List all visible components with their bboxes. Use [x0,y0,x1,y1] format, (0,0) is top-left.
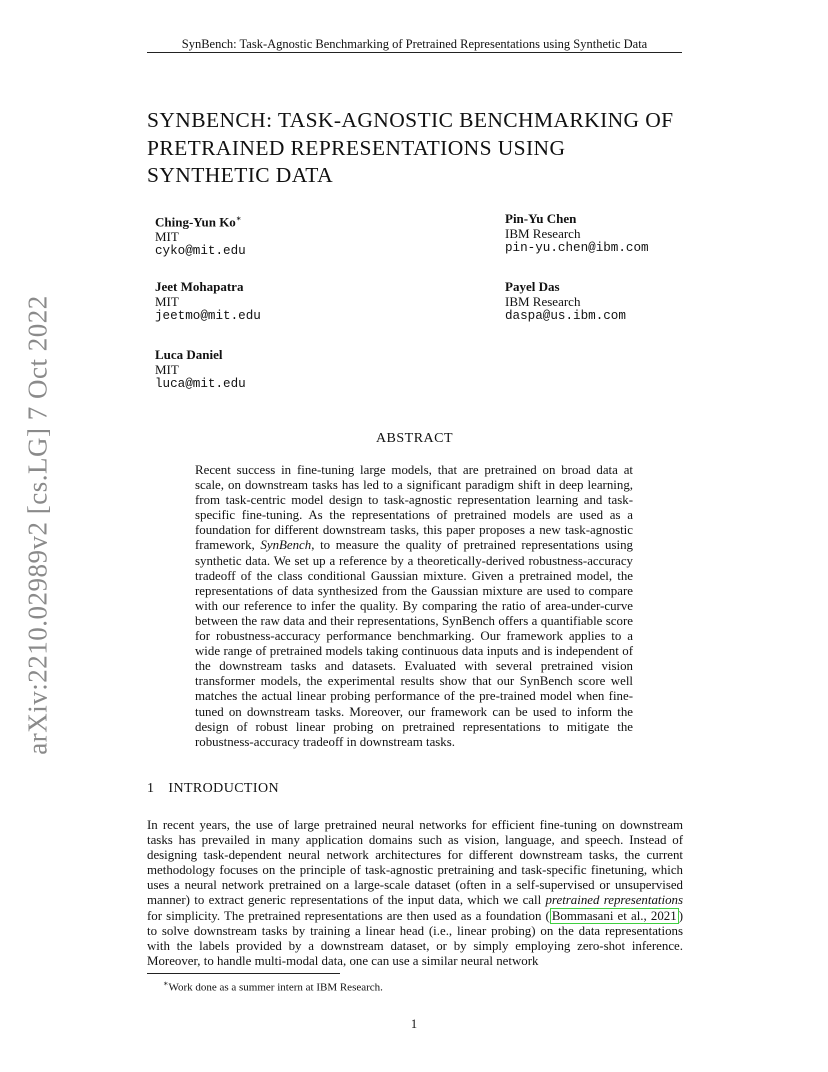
arxiv-stamp: arXiv:2210.02989v2 [cs.LG] 7 Oct 2022 [22,295,53,755]
author-email: jeetmo@mit.edu [155,309,261,323]
author-block [155,347,246,392]
page-number: 1 [410,1017,418,1031]
author-email: daspa@us.ibm.com [505,309,626,323]
introduction-paragraph: In recent years, the use of large pretrained neural networks for efficient fine-tuning on downstream tasks has prevailed in many application domains such as vision, language, and speech. Instead of designing task-dependent neural network architectures for different downstream tasks, the current methodology focuses on the principle of task-agnostic pretraining and task-specific finetuning, which uses a neural network pretrained on a large-scale dataset (often in a self-supervised or unsupervised manner) to extract generic representations of the input data, which we call pretrained representations for simplicity. The pretrained representations are then used as a foundation ( Bommasani et al., 2021 ) to solve downstream tasks by training a linear head (i.e., linear probing) on the data representations with the labels provided by a downstream dataset, or by simply employing zero-shot inference. Moreover, to handle multi-modal data, one can use a similar neural network [147,818,683,968]
abstract-heading: ABSTRACT [375,431,454,446]
footnote: ∗Work done as a summer intern at IBM Research. [163,979,383,994]
framework-name: SynBench [260,538,312,553]
section-number: 1 [147,781,155,796]
author-name: Payel Das [505,279,560,294]
author-email: pin-yu.chen@ibm.com [505,241,649,255]
author-email: luca@mit.edu [155,377,246,391]
title-line-3: SYNTHETIC DATA [147,163,334,187]
author-name: Luca Daniel [155,347,223,362]
running-header: SynBench: Task-Agnostic Benchmarking of Pretrained Representations using Synthetic Data [181,37,648,51]
author-affiliation: MIT [155,362,179,377]
author-affiliation: IBM Research [505,226,581,241]
footnote-rule [147,973,340,974]
author-affiliation: IBM Research [505,294,581,309]
title-line-2: PRETRAINED REPRESENTATIONS USING [147,135,566,160]
section-heading [147,781,279,797]
author-email: cyko@mit.edu [155,244,246,259]
section-title: INTRODUCTION [168,781,279,796]
author-name: Jeet Mohapatra [155,279,244,294]
abstract-body: Recent success in fine-tuning large models, that are pretrained on broad data at scale, on downstream tasks has led to a significant paradigm shift in deep learning, from task-centric model design to task-agnostic representation learning and task-specific fine-tuning. As the representations of pretrained models are used as a foundation for different downstream tasks, this paper proposes a new task-agnostic framework, SynBench, to measure the quality of pretrained representations using synthetic data. We set up a reference by a theoretically-derived robustness-accuracy tradeoff of the class conditional Gaussian mixture. Given a pretrained model, the representations of data synthesized from the Gaussian mixture are used to compare with our reference to infer the quality. By comparing the ratio of area-under-curve between the raw data and their representations, SynBench offers a quantifiable score for robustness-accuracy performance benchmarking. Our framework applies to a wide range of pretrained models taking continuous data inputs and is independent of the downstream tasks and datasets. Evaluated with several pretrained vision transformer models, the experimental results show that our SynBench score well matches the actual linear probing performance of the pre-trained model when fine-tuned on downstream tasks. Moreover, our framework can be used to inform the design of robust linear probing on pretrained representations to mitigate the robustness-accuracy tradeoff in downstream tasks. [195,463,633,749]
title-line-1: SYNBENCH: TASK-AGNOSTIC BENCHMARKING OF [147,108,674,132]
author-name: Ching-Yun Ko∗ [155,214,242,230]
author-block [155,211,246,259]
footnote-marker: ∗ [163,979,169,988]
citation-link[interactable]: Bommasani et al., 2021 [551,908,677,923]
header-rule [147,52,682,53]
author-block [505,211,649,256]
footnote-marker: ∗ [235,214,242,223]
paper-title [147,107,707,190]
author-affiliation: MIT [155,229,179,245]
author-name: Pin-Yu Chen [505,211,577,226]
author-affiliation: MIT [155,294,179,309]
author-block [505,279,626,324]
emphasis-term: pretrained representations [545,893,683,908]
author-block [155,279,261,324]
